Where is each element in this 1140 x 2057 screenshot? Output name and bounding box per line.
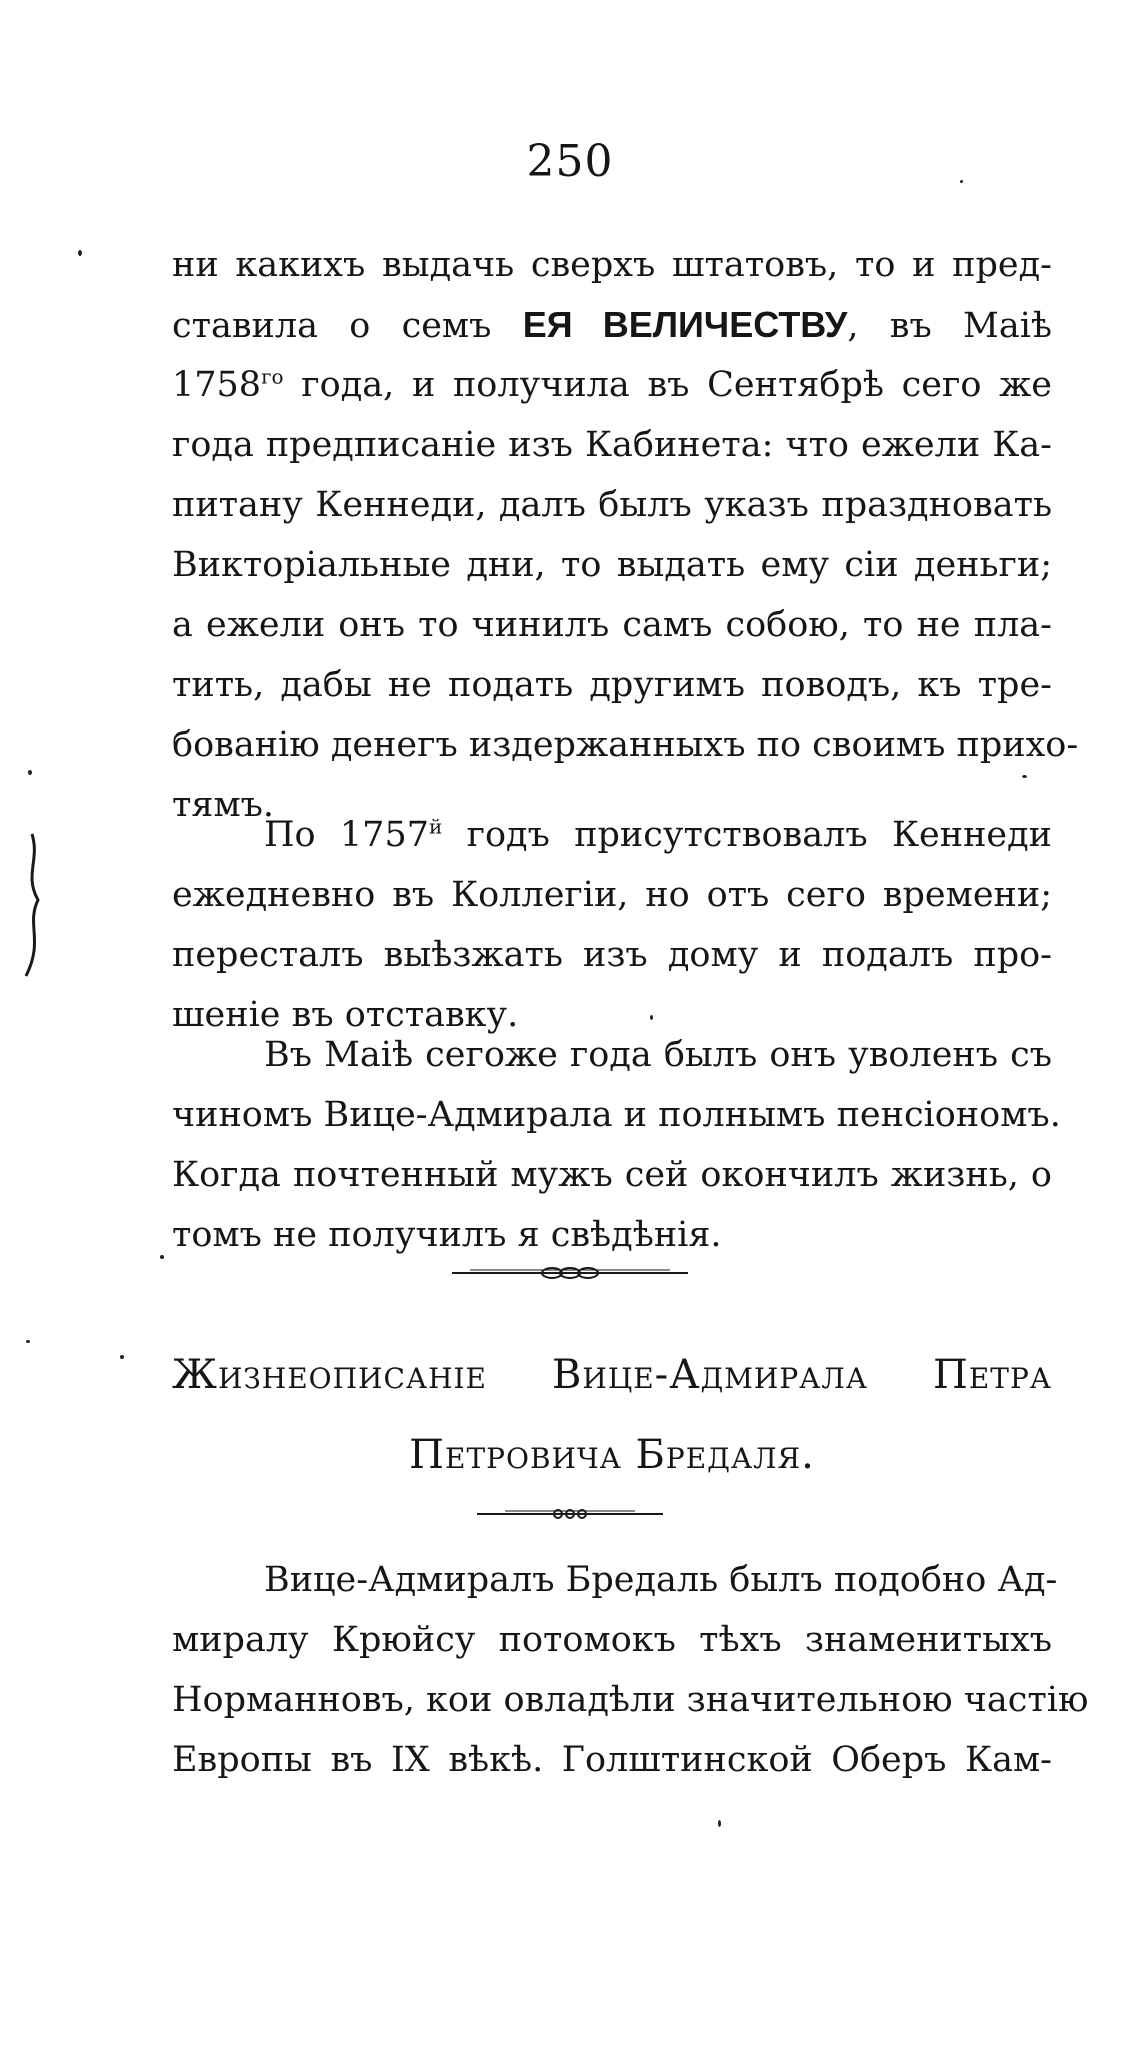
text-line: шеніе въ отставку. [172, 995, 519, 1035]
paper-speck [160, 1255, 164, 1259]
heading-line-1: Жизнеописаніе Вице-Адмирала Петра [172, 1352, 1052, 1398]
text-line: пересталъ выѣзжать изъ дому и подалъ про- [172, 935, 1052, 975]
paper-speck [1022, 775, 1027, 778]
paragraph-1 [172, 235, 1079, 835]
ornament-divider-icon [450, 1262, 690, 1284]
year-text: 1758 [172, 365, 262, 405]
paragraph-2 [172, 805, 1052, 1045]
text-line: ни какихъ выдачь сверхъ штатовъ, то и пред- [172, 245, 1052, 285]
ornament-divider [0, 1262, 1140, 1284]
text-line: Вице-Адмиралъ Бредаль былъ подобно Ад- [264, 1560, 1058, 1600]
text-line: Викторіальные дни, то выдать ему сіи деньги; [172, 545, 1052, 585]
text-line: чиномъ Вице-Адмирала и полнымъ пенсіономъ. [172, 1095, 1061, 1135]
text-line: Въ Маіѣ сегоже года былъ онъ уволенъ съ [264, 1035, 1052, 1075]
text-line: томъ не получилъ я свѣдѣнія. [172, 1215, 722, 1255]
chapter-heading [172, 1335, 1052, 1495]
emphasized-title: ЕЯ ВЕЛИЧЕСТВУ [522, 304, 848, 345]
paper-speck [718, 1820, 721, 1827]
paragraph-3 [172, 1025, 1061, 1265]
text-line [172, 355, 1052, 415]
text-line: питану Кеннеди, далъ былъ указъ праздновать [172, 485, 1052, 525]
text-line [172, 805, 1052, 865]
heading-line-2: Петровича Бредаля. [409, 1432, 815, 1478]
paper-speck [960, 180, 963, 183]
text-line: Когда почтенный мужъ сей окончилъ жизнь, о [172, 1155, 1052, 1195]
text-line: а ежели онъ то чинилъ самъ собою, то не пла- [172, 605, 1052, 645]
text-line: тить, дабы не подать другимъ поводъ, къ тре- [172, 665, 1052, 705]
text-line: Норманновъ, кои овладѣли значительною частію [172, 1680, 1089, 1720]
page-number: 250 [526, 136, 614, 187]
paper-speck [28, 770, 32, 775]
text-line: Европы въ IX вѣкѣ. Голштинской Оберъ Кам- [172, 1740, 1052, 1780]
text-line: миралу Крюйсу потомокъ тѣхъ знаменитыхъ [172, 1620, 1052, 1660]
margin-bracket-mark [14, 830, 54, 980]
text-line-end: года, и получила въ Сентябрѣ сего же [283, 365, 1052, 405]
text-line: бованію денегъ издержанныхъ по своимъ прихо- [172, 725, 1079, 765]
text-line: ежедневно въ Коллегіи, но отъ сего времени; [172, 875, 1052, 915]
text-line-end: годъ присутствовалъ Кеннеди [442, 815, 1052, 855]
paper-speck [120, 1355, 124, 1359]
ornament-divider-small [0, 1505, 1140, 1523]
paper-speck [650, 1015, 653, 1020]
ornament-divider-icon [475, 1505, 665, 1523]
ordinal-suffix: го [261, 364, 284, 389]
text-line [172, 295, 1052, 355]
paper-speck [78, 250, 82, 256]
text-line: тямъ. [172, 785, 275, 825]
paragraph-4 [172, 1550, 1089, 1790]
text-line: года предписаніе изъ Кабинета: что ежели Ка- [172, 425, 1052, 465]
ordinal-suffix: й [428, 814, 443, 839]
text-line-start: ставила о семъ [172, 306, 492, 346]
text-line-start: По 1757 [264, 815, 429, 855]
text-line-end: , въ Маіѣ [847, 306, 1052, 346]
paper-speck [26, 1340, 30, 1343]
